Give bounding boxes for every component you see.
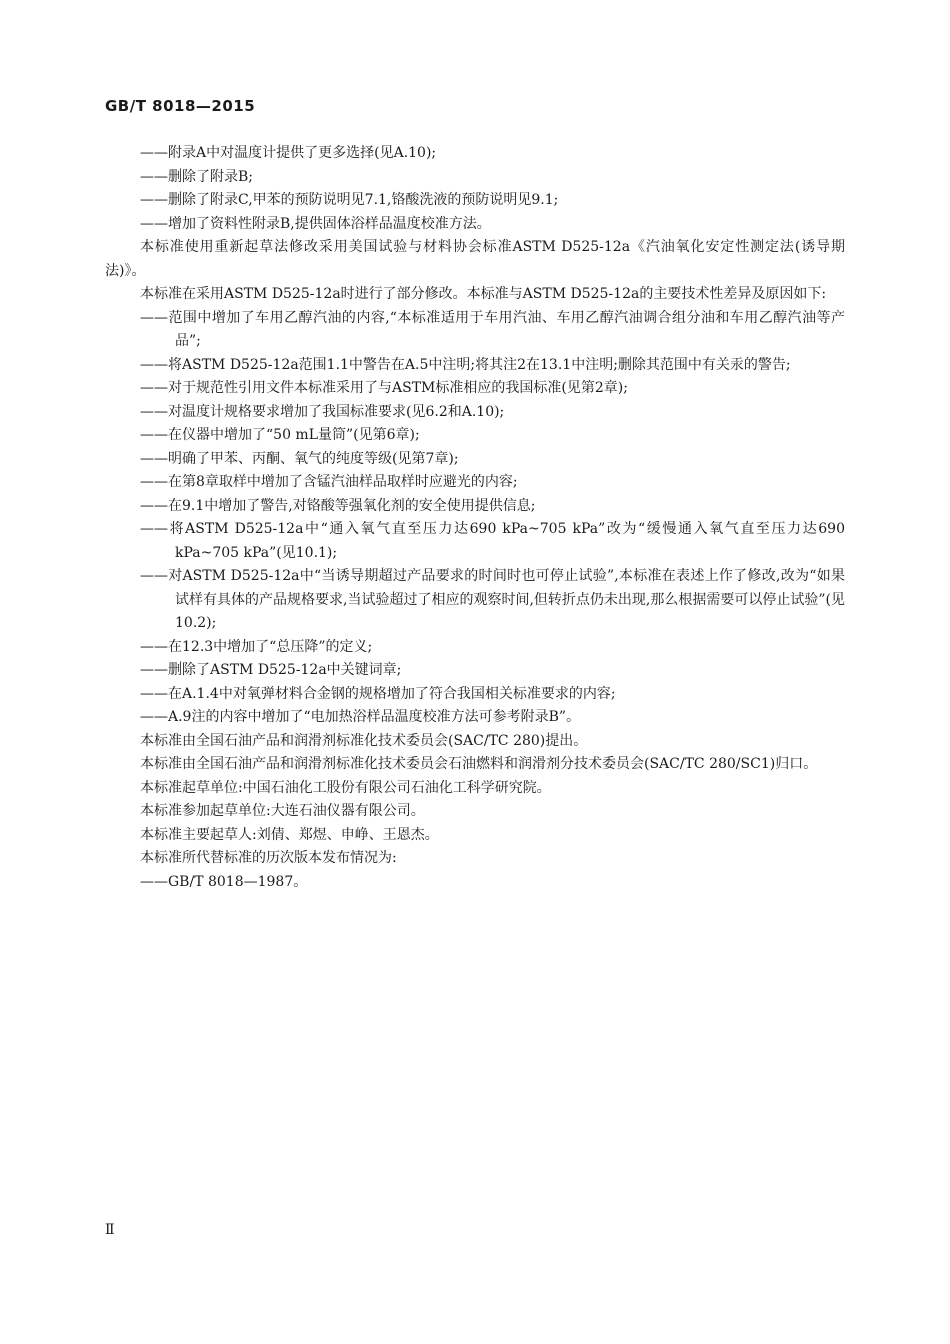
list-item: ——在仪器中增加了“50 mL量筒”(见第6章);	[140, 427, 420, 443]
list-item: ——对温度计规格要求增加了我国标准要求(见6.2和A.10);	[140, 403, 505, 420]
list-item: ——对于规范性引用文件本标准采用了与ASTM标准相应的我国标准(见第2章);	[140, 380, 628, 396]
list-item: ——将ASTM D525-12a范围1.1中警告在A.5中注明;将其注2在13.1中注明;删除其范围中有关汞的警告;	[140, 356, 791, 373]
list-item: ——将ASTM D525-12a中“通入氧气直至压力达690 kPa~705 kPa”改为“缓慢通入氧气直至压力达690 kPa~705 kPa”(见10.1);	[140, 521, 845, 561]
list-item: ——在第8章取样中增加了含锰汽油样品取样时应避光的内容;	[140, 474, 518, 490]
list-item: ——在12.3中增加了“总压降”的定义;	[140, 638, 373, 655]
list-item: ——删除了ASTM D525-12a中关键词章;	[140, 662, 402, 678]
paragraph: 本标准起草单位:中国石油化工股份有限公司石油化工科学研究院。	[140, 779, 551, 796]
list-item: ——在9.1中增加了警告,对铬酸等强氧化剂的安全使用提供信息;	[140, 497, 536, 514]
list-item: ——GB/T 8018—1987。	[140, 873, 308, 890]
paragraph: 本标准主要起草人:刘倩、郑煜、申峥、王恩杰。	[140, 826, 439, 843]
paragraph: 本标准在采用ASTM D525-12a时进行了部分修改。本标准与ASTM D525-12a的主要技术性差异及原因如下:	[140, 286, 827, 302]
list-item: ——范围中增加了车用乙醇汽油的内容,“本标准适用于车用汽油、车用乙醇汽油调合组分油和车用乙醇汽油等产品”;	[140, 309, 845, 349]
list-item: ——在A.1.4中对氧弹材料合金钢的规格增加了符合我国相关标准要求的内容;	[140, 685, 616, 702]
paragraph: 本标准所代替标准的历次版本发布情况为:	[140, 850, 397, 866]
paragraph: 本标准参加起草单位:大连石油仪器有限公司。	[140, 803, 425, 819]
document-body	[105, 142, 845, 894]
list-item: ——明确了甲苯、丙酮、氧气的纯度等级(见第7章);	[140, 450, 459, 467]
list-item: ——删除了附录C,甲苯的预防说明见7.1,铬酸洗液的预防说明见9.1;	[140, 192, 559, 208]
list-item: ——增加了资料性附录B,提供固体浴样品温度校准方法。	[140, 215, 491, 232]
list-item: ——删除了附录B;	[140, 168, 254, 185]
page-number: Ⅱ	[105, 1222, 115, 1238]
standard-code-header: GB/T 8018—2015	[105, 97, 256, 115]
paragraph: 本标准使用重新起草法修改采用美国试验与材料协会标准ASTM D525-12a《汽油氧化安定性测定法(诱导期法)》。	[105, 239, 845, 279]
list-item: ——对ASTM D525-12a中“当诱导期超过产品要求的时间时也可停止试验”,本标准在表述上作了修改,改为“如果试样有具体的产品规格要求,当试验超过了相应的观察时间,但转折点仍未出现,那么根据需要可以停止试验”(见10.2);	[140, 568, 845, 631]
list-item: ——A.9注的内容中增加了“电加热浴样品温度校准方法可参考附录B”。	[140, 709, 581, 725]
paragraph: 本标准由全国石油产品和润滑剂标准化技术委员会石油燃料和润滑剂分技术委员会(SAC/TC 280/SC1)归口。	[140, 756, 818, 772]
paragraph: 本标准由全国石油产品和润滑剂标准化技术委员会(SAC/TC 280)提出。	[140, 732, 588, 749]
list-item: ——附录A中对温度计提供了更多选择(见A.10);	[140, 145, 437, 161]
